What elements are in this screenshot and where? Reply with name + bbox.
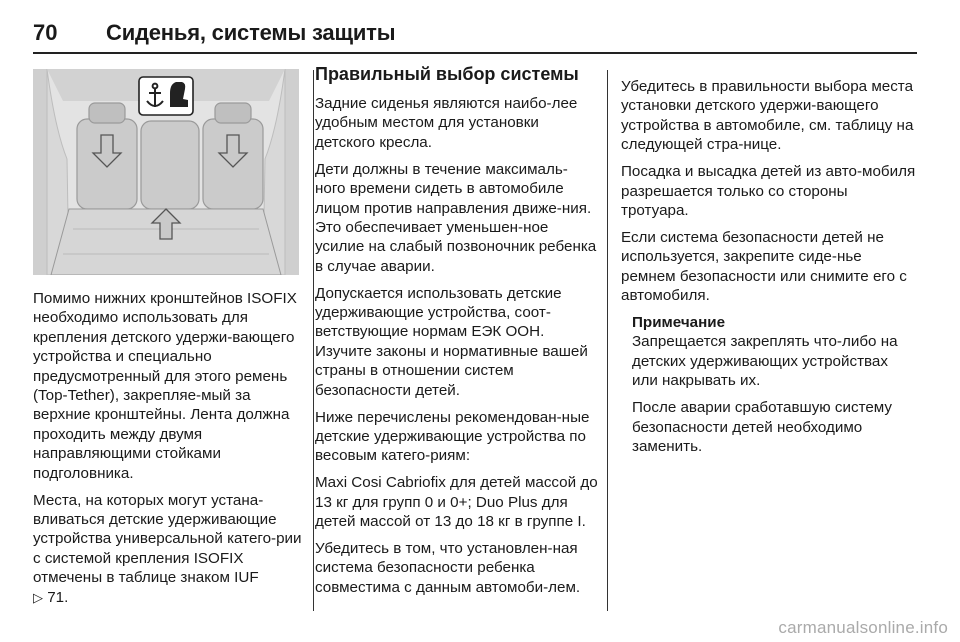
paragraph-ece-norms: Допускается использовать детские удерживающие устройства, соот-ветствующие нормам ЕЭК ООН. Изучите законы и нормативные вашей страны в отношении систем безопасности детей. xyxy=(315,284,588,399)
paragraph-recommended: Ниже перечислены рекомендован-ные детские удерживающие устройства по весовым катего-риям: xyxy=(315,408,590,465)
page-reference-link[interactable]: 71. xyxy=(47,588,69,606)
paragraph-sidewalk: Посадка и высадка детей из авто-мобиля разрешается только со стороны тротуара. xyxy=(621,163,916,219)
column-divider-2 xyxy=(607,70,608,611)
column-1 xyxy=(33,289,303,615)
header-rule xyxy=(33,52,917,54)
cargo-area-illustration xyxy=(33,69,299,275)
column-3 xyxy=(621,77,916,464)
watermark: carmanualsonline.info xyxy=(778,618,948,637)
paragraph-seat-position: Убедитесь в правильности выбора места установки детского удержи-вающего устройства в автомобиле, см. таблицу на следующей стра-нице. xyxy=(621,78,914,154)
paragraph-rear-seats: Задние сиденья являются наибо-лее удобным местом для установки детского кресла. xyxy=(315,95,578,151)
paragraph-rearward-facing: Дети должны в течение максималь-ного времени сидеть в автомобиле лицом против направления движе-ния. Это обеспечивает уменьшен-ное усилие на слабый позвоночник ребенка в случае аварии. xyxy=(315,160,597,275)
reference-arrow-icon: ▷ xyxy=(33,589,43,605)
column-divider-1 xyxy=(313,70,314,611)
page-title: Сиденья, системы защиты xyxy=(106,20,396,45)
page-header xyxy=(33,20,917,50)
paragraph-iuf-seats xyxy=(33,491,303,607)
paragraph-iuf-text: Места, на которых могут устана-вливаться детские удерживающие устройства универсальной катего-рии с системой крепления ISOFIX отмечены в таблице знаком IUF xyxy=(33,491,302,587)
note-paragraph-replace: После аварии сработавшую систему безопасности детей необходимо заменить. xyxy=(632,399,893,455)
note-box xyxy=(632,313,916,456)
seat-anchor-diagram xyxy=(33,69,299,275)
isofix-anchor-child-seat-icon xyxy=(139,77,193,115)
page-number: 70 xyxy=(33,20,58,45)
column-2 xyxy=(315,63,598,605)
note-paragraph-covering: Запрещается закреплять что-либо на детских удерживающих устройствах или накрывать их. xyxy=(632,333,898,390)
section-heading: Правильный выбор системы xyxy=(315,64,579,84)
note-heading: Примечание xyxy=(632,313,726,331)
paragraph-models: Maxi Cosi Cabriofix для детей массой до 13 кг для групп 0 и 0+; Duo Plus для детей массой от 13 до 18 кг в группе I. xyxy=(315,474,598,531)
paragraph-compatibility: Убедитесь в том, что установлен-ная система безопасности ребенка совместима с данным автомоби-лем. xyxy=(315,540,581,596)
paragraph-unused-system: Если система безопасности детей не используется, закрепите сиде-нье ремнем безопасности или снимите его с автомобиля. xyxy=(621,228,907,305)
paragraph-top-tether: Помимо нижних кронштейнов ISOFIX необходимо использовать для крепления детского удержи-вающего устройства и специально предусмотренный для этого ремень (Top-Tether), закрепляе-мый за верхние кронштейны. Лента должна проходить между двумя направляющими стойками подголовника. xyxy=(33,290,297,482)
